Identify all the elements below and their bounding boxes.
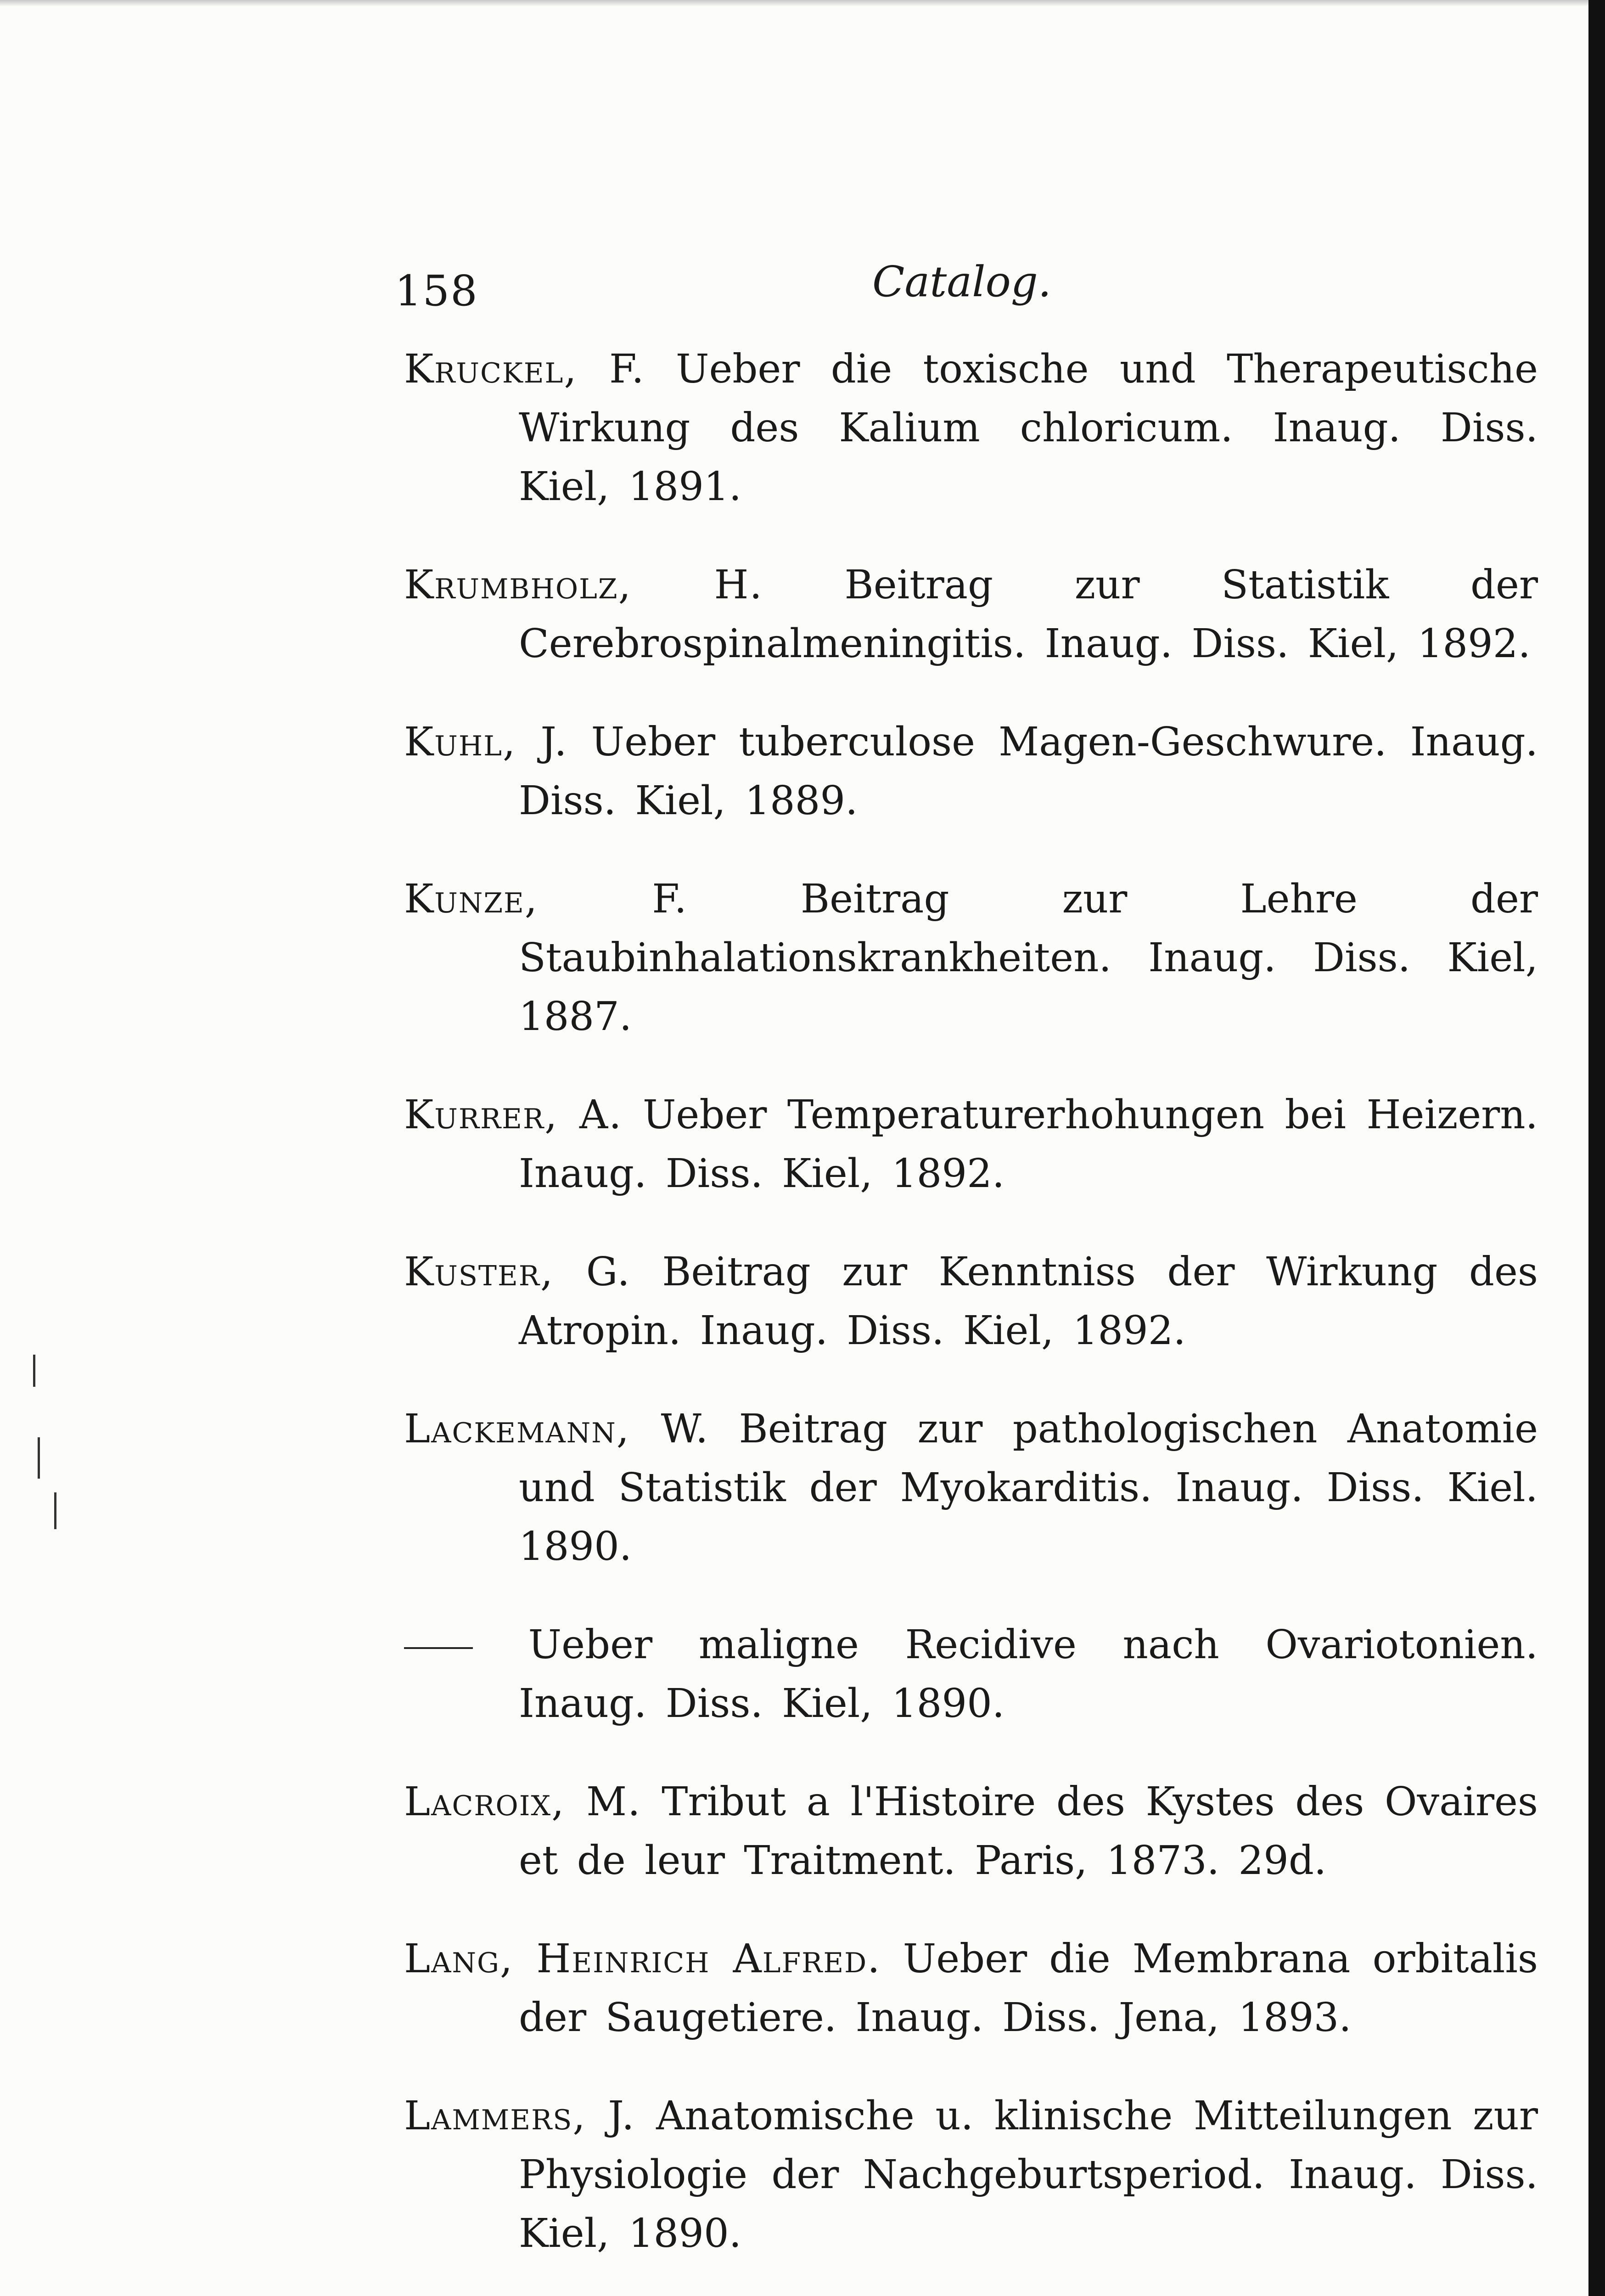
entry-author: Kuster, G. xyxy=(404,1249,631,1295)
catalog-entry xyxy=(404,713,1538,830)
entry-text: Ueber die Membrana orbitalis der Saugetiere. Inaug. Diss. Jena, 1893. xyxy=(519,1936,1538,2041)
catalog-entry xyxy=(404,1773,1538,1890)
ditto-dash xyxy=(404,1647,473,1649)
catalog-entry xyxy=(404,1086,1538,1203)
entry-author: Kuhl, J. xyxy=(404,719,568,765)
entry-author: Kruckel, F. xyxy=(404,346,645,392)
catalog-entry xyxy=(404,870,1538,1046)
page-right-edge xyxy=(1588,0,1605,2296)
entry-author: Kunze, F. xyxy=(404,876,688,922)
margin-mark xyxy=(33,1355,35,1387)
entry-text: Ueber tuberculose Magen-Geschwure. Inaug. Diss. Kiel, 1889. xyxy=(519,719,1538,824)
catalog-entry xyxy=(404,1243,1538,1360)
catalog-entry xyxy=(404,1400,1538,1576)
entry-text: Beitrag zur Statistik der Cerebrospinalmeningitis. Inaug. Diss. Kiel, 1892. xyxy=(519,562,1538,667)
entry-author: Lacroix, M. xyxy=(404,1779,641,1825)
entry-text: Beitrag zur Kenntniss der Wirkung des Atropin. Inaug. Diss. Kiel, 1892. xyxy=(519,1249,1538,1354)
catalog-entry xyxy=(404,340,1538,516)
entry-text: Ueber maligne Recidive nach Ovariotonien. Inaug. Diss. Kiel, 1890. xyxy=(519,1622,1538,1727)
entry-author: Lackemann, W. xyxy=(404,1406,709,1452)
page-number: 158 xyxy=(395,266,478,315)
page-header xyxy=(395,257,1520,321)
entry-text: Anatomische u. klinische Mitteilungen zur Physiologie der Nachgeburtsperiod. Inaug. Diss. Kiel, 1890. xyxy=(519,2093,1538,2257)
page-top-shadow xyxy=(0,0,1605,6)
entry-text: Beitrag zur Lehre der Staubinhalationskrankheiten. Inaug. Diss. Kiel, 1887. xyxy=(519,876,1538,1040)
entry-text: Ueber die toxische und Therapeutische Wirkung des Kalium chloricum. Inaug. Diss. Kiel, 1891. xyxy=(519,346,1538,510)
margin-mark xyxy=(54,1492,56,1529)
catalog-entries xyxy=(404,340,1538,2296)
entry-text: Ueber Temperaturerhohungen bei Heizern. Inaug. Diss. Kiel, 1892. xyxy=(519,1092,1538,1197)
entry-author: Kurrer, A. xyxy=(404,1092,623,1138)
running-title: Catalog. xyxy=(872,257,1052,306)
catalog-entry xyxy=(404,1615,1538,1733)
margin-mark xyxy=(38,1437,40,1479)
entry-author: Lang, Heinrich Alfred. xyxy=(404,1936,881,1982)
entry-author: Lammers, J. xyxy=(404,2093,635,2139)
catalog-entry xyxy=(404,556,1538,673)
entry-text: Tribut a l'Histoire des Kystes des Ovaires et de leur Traitment. Paris, 1873. 29d. xyxy=(519,1779,1538,1884)
catalog-entry xyxy=(404,2087,1538,2263)
entry-author: Krumbholz, H. xyxy=(404,562,763,608)
entry-text: Beitrag zur pathologischen Anatomie und Statistik der Myokarditis. Inaug. Diss. Kiel. 1890. xyxy=(519,1406,1538,1570)
catalog-entry xyxy=(404,1930,1538,2047)
